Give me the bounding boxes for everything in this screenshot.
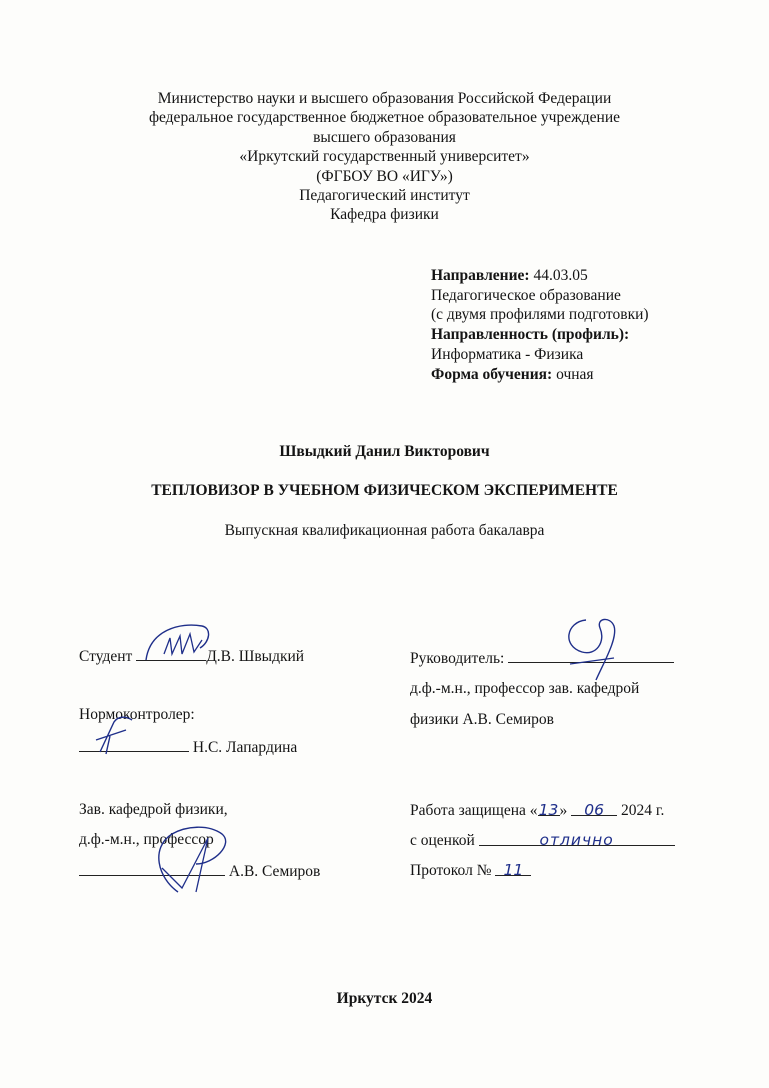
normcontrol-signature-row [79, 737, 297, 757]
direction-name: Педагогическое образование [431, 286, 621, 304]
defense-day: 13 [538, 801, 559, 819]
grade-label: с оценкой [410, 832, 475, 849]
supervisor-department: физики А.В. Семиров [410, 711, 554, 728]
student-name: Д.В. Швыдкий [206, 648, 305, 665]
defense-year: 2024 г. [621, 802, 665, 819]
thesis-type: Выпускная квалификационная работа бакалавра [224, 522, 545, 539]
profile-value: Информатика - Физика [431, 345, 584, 363]
normcontrol-signature-line [79, 737, 189, 752]
direction-label: Направление: [431, 267, 530, 284]
protocol-label: Протокол № [410, 862, 492, 879]
institute-line: Педагогический институт [299, 187, 470, 205]
defense-date-row [410, 801, 664, 820]
study-form-label: Форма обучения: [431, 365, 553, 383]
defense-month: 06 [584, 801, 604, 819]
direction-code: 44.03.05 [533, 267, 588, 284]
study-form-value: очная [556, 365, 594, 383]
defense-date-mid: » [559, 802, 568, 819]
ministry-line: Министерство науки и высшего образования Российской Федерации [157, 90, 612, 107]
university-name-line: «Иркутский государственный университет» [239, 148, 530, 166]
head-name: А.В. Семиров [228, 863, 321, 880]
head-signature-line [79, 861, 225, 876]
university-abbr-line: (ФГБОУ ВО «ИГУ») [316, 167, 453, 185]
student-label: Студент [79, 648, 133, 665]
education-level-line: высшего образования [313, 128, 456, 146]
protocol-row [410, 861, 531, 880]
normcontrol-name: Н.С. Лапардина [192, 739, 298, 756]
supervisor-label: Руководитель: [410, 650, 505, 667]
supervisor-signature-line [508, 648, 674, 663]
defense-date-prefix: Работа защищена « [410, 802, 538, 819]
thesis-title: ТЕПЛОВИЗОР В УЧЕБНОМ ФИЗИЧЕСКОМ ЭКСПЕРИМЕНТЕ [151, 482, 618, 499]
grade-row [410, 831, 675, 850]
program-info [431, 266, 649, 384]
department-line: Кафедра физики [330, 206, 439, 224]
protocol-number: 11 [503, 861, 524, 879]
author-name: Швыдкий Данил Викторович [279, 443, 490, 460]
supervisor-signature-row [410, 648, 674, 668]
supervisor-position: д.ф.-м.н., профессор зав. кафедрой [410, 680, 640, 697]
normcontrol-label: Нормоконтролер: [79, 706, 195, 723]
student-signature-line [136, 646, 206, 661]
profile-label: Направленность (профиль): [431, 326, 630, 344]
direction-note: (с двумя профилями подготовки) [431, 306, 649, 324]
head-signature [138, 808, 238, 898]
institution-header [0, 89, 769, 225]
student-signature-row [79, 646, 304, 666]
grade-value: отлично [539, 831, 614, 849]
head-degree: д.ф.-м.н., профессор [79, 831, 214, 848]
institution-type-line: федеральное государственное бюджетное образовательное учреждение [148, 109, 621, 127]
city-year: Иркутск 2024 [336, 990, 433, 1007]
head-label: Зав. кафедрой физики, [79, 801, 228, 818]
head-signature-row [79, 861, 320, 881]
